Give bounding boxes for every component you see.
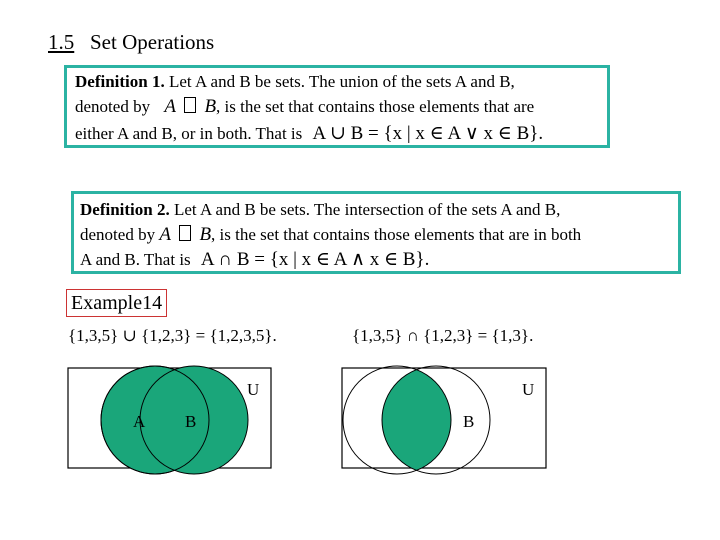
- def2-line2-pre: denoted by: [80, 225, 156, 244]
- set-b-label-right: B: [463, 412, 475, 431]
- def2-line3-pre: A and B. That is: [80, 250, 191, 269]
- def1-lead: Definition 1.: [75, 72, 165, 91]
- def1-line3-pre: either A and B, or in both. That is: [75, 124, 303, 143]
- section-title: Set Operations: [90, 30, 215, 54]
- union-example: {1,3,5} ∪ {1,2,3} = {1,2,3,5}.: [68, 326, 277, 345]
- def2-formula: A ∩ B = {x | x ∈ A ∧ x ∈ B}.: [200, 249, 430, 270]
- def2-line1-text: Let A and B be sets. The intersection of the sets A and B,: [173, 200, 561, 219]
- def1-notation-b: B: [204, 96, 217, 117]
- def2-notation-a: A: [159, 224, 171, 245]
- set-b-label-left: B: [185, 412, 197, 431]
- set-a-label-left: A: [133, 412, 146, 431]
- def1-line2-post: , is the set that contains those elements that are: [216, 97, 535, 116]
- def2-lead: Definition 2.: [80, 200, 170, 219]
- intersection-example: {1,3,5} ∩ {1,2,3} = {1,3}.: [352, 326, 534, 345]
- section-number: 1.5: [48, 30, 75, 54]
- universe-label-left: U: [247, 380, 260, 399]
- universe-label-right: U: [522, 380, 535, 399]
- venn-intersection: [342, 366, 546, 474]
- def2-line2-post: , is the set that contains those elements that are in both: [211, 225, 582, 244]
- example-label: Example14: [66, 289, 167, 317]
- venn-union: [68, 366, 271, 474]
- def1-notation-a: A: [164, 96, 176, 117]
- def1-formula: A ∪ B = {x | x ∈ A ∨ x ∈ B}.: [312, 123, 544, 144]
- def1-line1-text: Let A and B be sets. The union of the sets A and B,: [168, 72, 515, 91]
- def1-line2-pre: denoted by: [75, 97, 151, 116]
- def2-notation-b: B: [199, 224, 212, 245]
